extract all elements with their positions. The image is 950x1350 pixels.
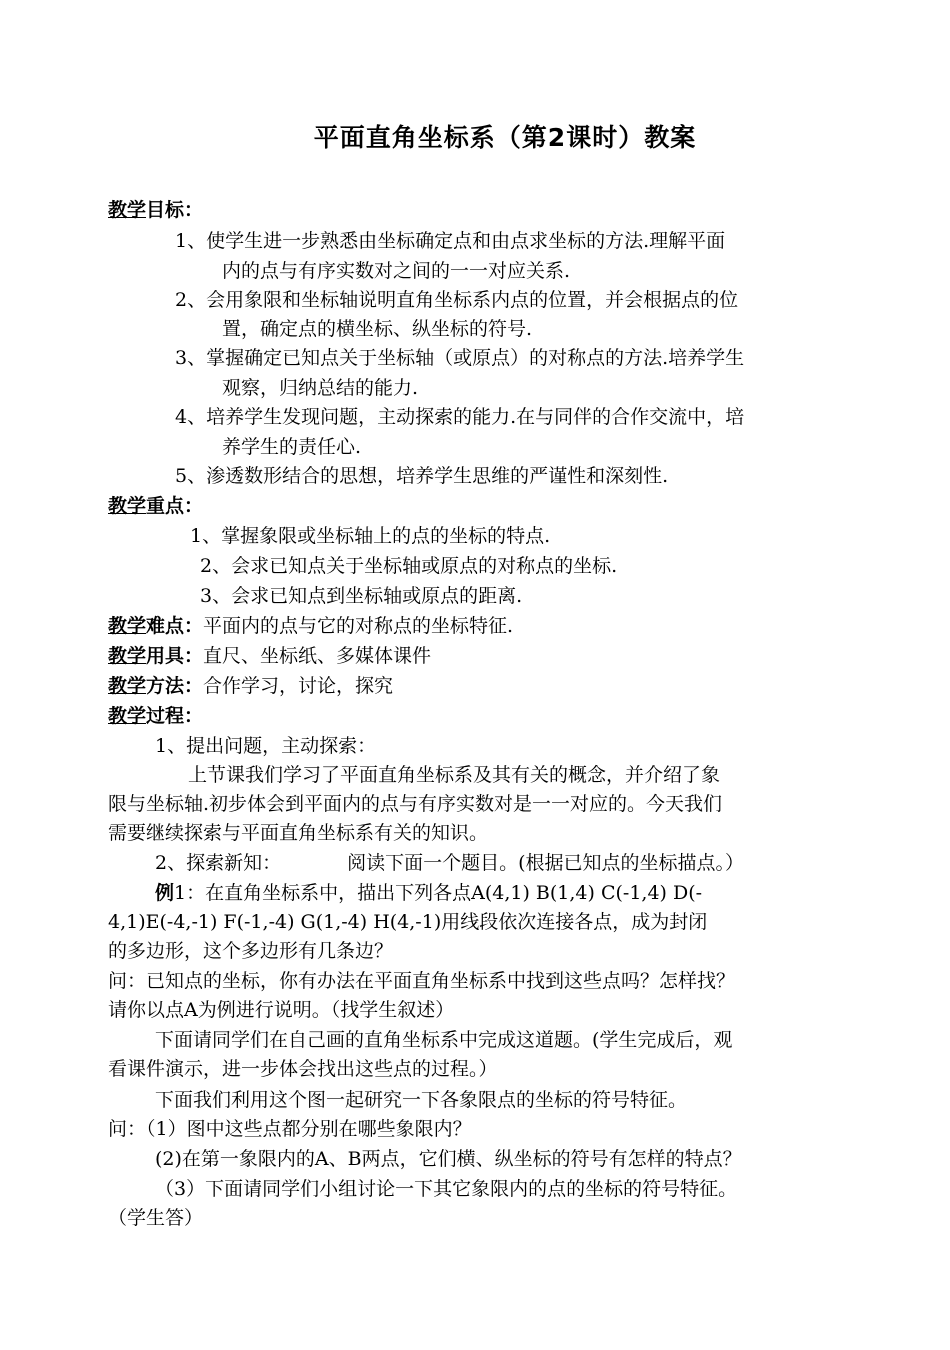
step-2-label: 2、探索新知： (155, 852, 282, 874)
methods-row (108, 674, 393, 698)
page-title: 平面直角坐标系（第2课时）教案 (313, 123, 697, 152)
process-heading-underlined: 教学 (108, 705, 147, 727)
question-2: 问：（1）图中这些点都分别在哪些象限内？ (108, 1118, 472, 1140)
question-1-line-2: 请你以点A为例进行说明。（找学生叙述） (108, 999, 455, 1021)
difficulty-heading-rest: 难点： (146, 615, 204, 637)
key-point-2: 2、会求已知点关于坐标轴或原点的对称点的坐标. (200, 555, 618, 577)
key-points-heading (108, 494, 203, 518)
key-point-3: 3、会求已知点到坐标轴或原点的距离. (200, 585, 523, 607)
objectives-heading (108, 198, 203, 222)
step-2-reading: 阅读下面一个题目。(根据已知点的坐标描点。） (347, 852, 745, 874)
process-step-1: 1、提出问题，主动探索： (155, 735, 377, 757)
example-line-1 (155, 881, 702, 905)
key-point-1: 1、掌握象限或坐标轴上的点的坐标的特点. (190, 525, 551, 547)
objective-3-line-2: 观察，归纳总结的能力. (222, 377, 419, 399)
example-label: 例 (155, 882, 175, 904)
example-text-1: 1：在直角坐标系中，描出下列各点A(4,1) B(1,4) C(-1,4) D(- (174, 882, 703, 904)
objective-4-line-2: 养学生的责任心. (222, 436, 362, 458)
question-1-line-1: 问：已知点的坐标，你有办法在平面直角坐标系中找到这些点吗？怎样找？ (108, 970, 736, 992)
objective-3-line-1: 3、掌握确定已知点关于坐标轴（或原点）的对称点的方法.培养学生 (175, 347, 745, 369)
tools-heading-rest: 用具： (146, 645, 204, 667)
question-4: （3）下面请同学们小组讨论一下其它象限内的点的坐标的符号特征。 (155, 1178, 738, 1200)
difficulty-row (108, 614, 513, 638)
tools-row (108, 644, 431, 668)
paragraph-3: 下面我们利用这个图一起研究一下各象限点的坐标的符号特征。 (155, 1089, 688, 1111)
paragraph-2-line-2: 看课件演示，进一步体会找出这些点的过程。） (108, 1058, 498, 1080)
objectives-heading-rest: 目标： (146, 199, 204, 221)
tools-heading-underlined: 教学 (108, 645, 147, 667)
objective-5: 5、渗透数形结合的思想，培养学生思维的严谨性和深刻性. (175, 465, 669, 487)
objective-1-line-2: 内的点与有序实数对之间的一一对应关系. (222, 260, 571, 282)
question-4-line-2: （学生答） (108, 1207, 204, 1229)
methods-heading (108, 675, 203, 697)
paragraph-1-line-3: 需要继续探索与平面直角坐标系有关的知识。 (108, 822, 489, 844)
process-heading-rest: 过程： (146, 705, 204, 727)
objective-1-line-1: 1、使学生进一步熟悉由坐标确定点和由点求坐标的方法.理解平面 (175, 230, 726, 252)
process-step-2 (155, 851, 744, 875)
tools-heading (108, 645, 203, 667)
objective-4-line-1: 4、培养学生发现问题，主动探索的能力.在与同伴的合作交流中，培 (175, 406, 745, 428)
difficulty-text: 平面内的点与它的对称点的坐标特征. (203, 615, 514, 637)
difficulty-heading-underlined: 教学 (108, 615, 147, 637)
objectives-heading-underlined: 教学 (108, 199, 147, 221)
methods-heading-rest: 方法： (146, 675, 204, 697)
paragraph-1-line-2: 限与坐标轴.初步体会到平面内的点与有序实数对是一一对应的。今天我们 (108, 793, 723, 815)
example-line-2: 4,1)E(-4,-1) F(-1,-4) G(1,-4) H(4,-1)用线段依次连接各点，成为封闭 (108, 911, 708, 933)
methods-text: 合作学习，讨论，探究 (203, 675, 394, 697)
example-line-3: 的多边形，这个多边形有几条边？ (108, 940, 394, 962)
objective-2-line-1: 2、会用象限和坐标轴说明直角坐标系内点的位置，并会根据点的位 (175, 289, 739, 311)
methods-heading-underlined: 教学 (108, 675, 147, 697)
key-points-heading-underlined: 教学 (108, 495, 147, 517)
tools-text: 直尺、坐标纸、多媒体课件 (203, 645, 432, 667)
difficulty-heading (108, 615, 203, 637)
question-3: (2)在第一象限内的A、B两点，它们横、纵坐标的符号有怎样的特点？ (155, 1148, 742, 1170)
objective-2-line-2: 置，确定点的横坐标、纵坐标的符号. (222, 318, 533, 340)
paragraph-1-line-1: 上节课我们学习了平面直角坐标系及其有关的概念，并介绍了象 (188, 764, 721, 786)
key-points-heading-rest: 重点： (146, 495, 204, 517)
paragraph-2-line-1: 下面请同学们在自己画的直角坐标系中完成这道题。(学生完成后，观 (155, 1029, 733, 1051)
process-heading (108, 704, 203, 728)
